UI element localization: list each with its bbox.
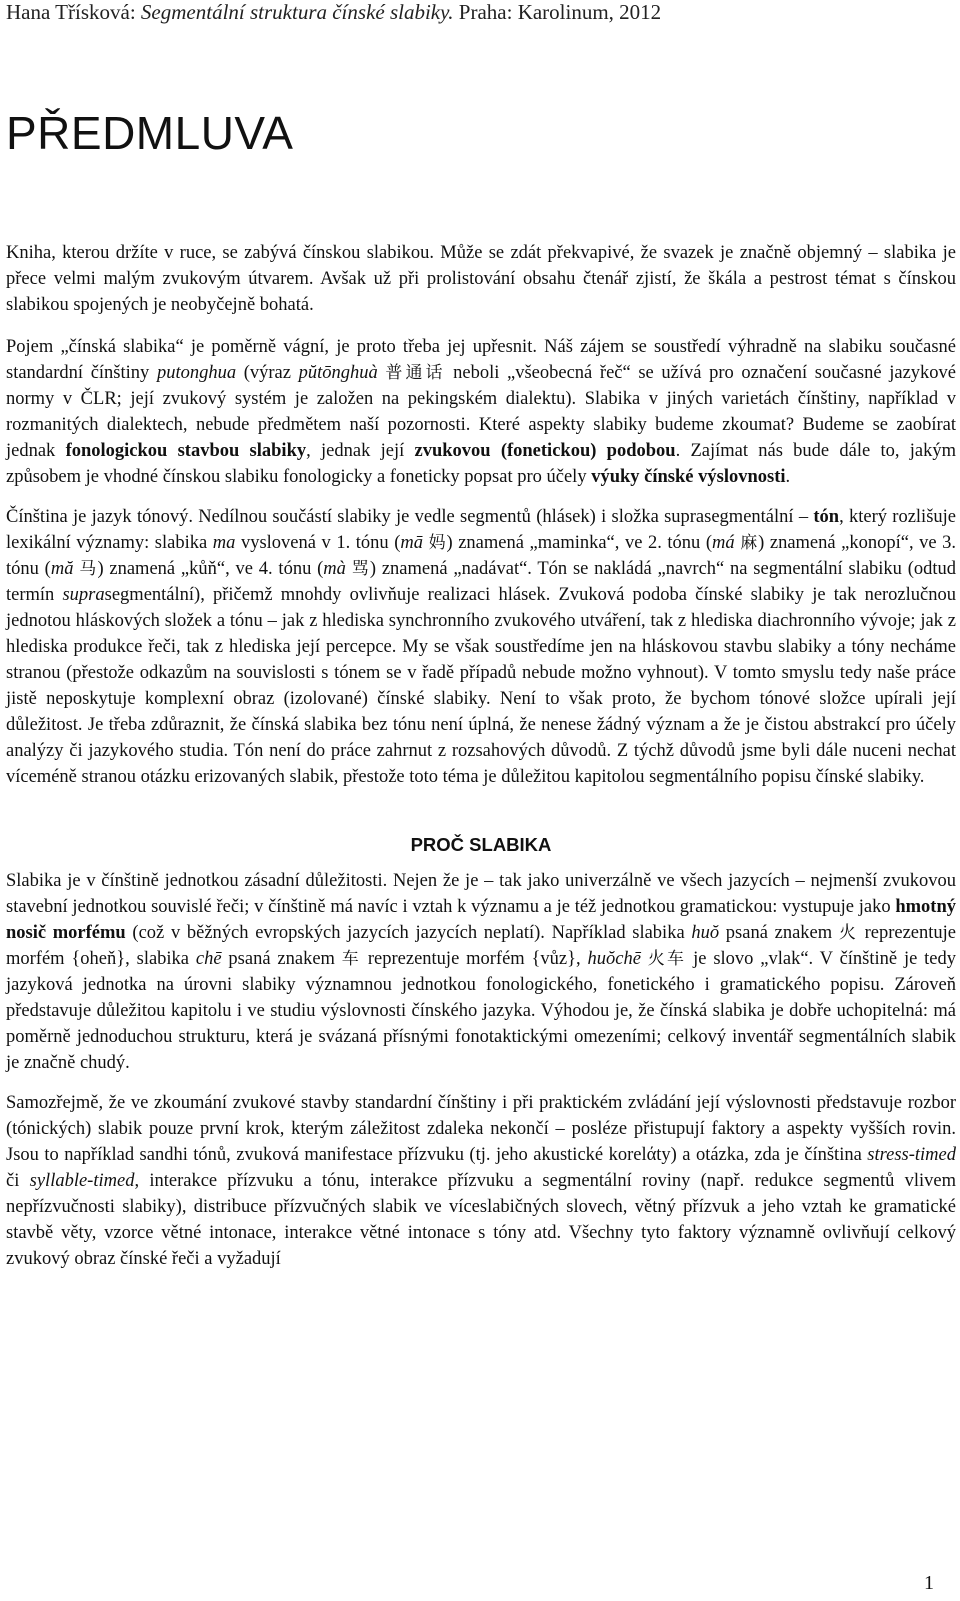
paragraph-4 [6, 868, 956, 1076]
text-run: segmentální), přičemž mnohdy ovlivňuje realizaci hlásek. Zvuková podoba čínské slabiky je tak nerozlučnou jednotou hláskových složek a tónu – jak z hlediska synchronního zvukového utváření, tak z hlediska diachronního vývoje; jak z hlediska produkce řeči, tak z hlediska její percepce. My se však soustředíme jen na hláskovou stavbu slabiky a tóny necháme stranou (přestože odkazům na souvislosti s tónem se v řadě případů nebude možno vyhnout). V tomto smyslu tedy naše práce jistě neposkytuje komplexní obraz (izolované) čínské slabiky. Není to však proto, že bychom tónové složce upírali její důležitost. Je třeba zdůraznit, že čínská slabika bez tónu není úplná, že nenese žádný význam a že je čistou abstrakcí pro účely analýzy či jazykového studia. Tón není do práce zahrnut z rozsahových důvodů. Z týchž důvodů jsme byli dále nuceni nechat víceméně stranou otázku erizovaných slabik, přestože toto téma je důležitou kapitolou segmentálního popisu čínské slabiky. [6, 585, 956, 787]
text-run: je slovo „vlak“. V čínštině je tedy jazyková jednotka na úrovni slabiky významnou jednotkou fonologického, fonetického i gramatického popisu. Zároveň představuje důležitou kapitolu i ve studiu výslovnosti čínského jazyka. Výhodou je, že čínská slabika je dobře uchopitelná: má poměrně jednoduchou strukturu, která je svázaná přísnými fonotaktickými omezeními; celkový inventář segmentálních slabik je značně chudý. [6, 949, 957, 1073]
text-run: Slabika je v čínštině jednotkou zásadní důležitosti. Nejen že je – tak jako univerzálně ve všech jazycích – nejmenší zvukovou stavební jednotkou souvislé řeči; v čínštině má navíc i vztah k významu a je též jednotkou gramatickou: vystupuje jako [6, 871, 956, 917]
hanzi-ma3: 马 [79, 559, 98, 579]
section-heading: PROČ SLABIKA [410, 834, 552, 855]
text-run: psaná znakem [719, 923, 839, 943]
hanzi-ma2: 麻 [740, 533, 759, 553]
term-huoche: huŏchē [587, 949, 641, 969]
running-header [6, 0, 661, 25]
hanzi-huo: 火 [838, 923, 858, 943]
header-author: Hana Třísková: [6, 0, 141, 24]
paragraph-2 [6, 334, 956, 490]
bold-term-ton: tón [813, 507, 840, 527]
term-putonghua: putonghua [156, 363, 237, 383]
bold-phrase: výuky čínské výslovnosti [591, 467, 786, 487]
term-ma: ma [212, 533, 236, 553]
hanzi-ma4: 骂 [351, 559, 370, 579]
hanzi-ma1: 妈 [428, 533, 447, 553]
header-book-title: Segmentální struktura čínské slabiky. [140, 0, 454, 24]
text-run: Čínština je jazyk tónový. Nedílnou součástí slabiky je vedle segmentů (hlásek) i složka suprasegmentální – [6, 507, 814, 527]
text-run: ) znamená „konopí“, ve 3. tónu ( [6, 533, 957, 579]
term-ma1: mā [400, 533, 423, 553]
page-title: PŘEDMLUVA [6, 107, 294, 159]
text-run: (což v běžných evropských jazycích jazycích neplatí). Například slabika [125, 923, 692, 943]
term-che: chē [195, 949, 222, 969]
page-number: 1 [924, 1572, 934, 1594]
term-ma4: mà [323, 559, 346, 579]
bold-phrase: zvukovou (fonetickou) podobou [414, 441, 676, 461]
hanzi-putonghua: 普通话 [385, 363, 446, 383]
text-run: neboli „všeobecná řeč“ se užívá pro označení současné jazykové normy v ČLR; její zvukový systém je založen na pekingském dialektu). Slabika v jiných varietách čínštiny, například v rozmanitých dialektech, nebude předmětem naší pozornosti. Které aspekty slabiky budeme zkoumat? Budeme se zaobírat jednak [6, 363, 957, 461]
term-ma2: má [712, 533, 735, 553]
text-run: ) znamená „kůň“, ve 4. tónu ( [97, 559, 324, 579]
text-run: . [785, 467, 791, 487]
text-run: reprezentuje morfém {vůz}, [361, 949, 588, 969]
paragraph-5 [6, 1090, 956, 1272]
term-putonghua-tones: pŭtōnghuà [298, 363, 378, 383]
text-run: (výraz [236, 363, 299, 383]
term-stress-timed: stress-timed [867, 1145, 956, 1165]
hanzi-huoche: 火车 [647, 949, 687, 969]
text-run: . Zajímat nás bude dále to, jakým způsobem je vhodné čínskou slabiku fonologicky a foneticky popsat pro účely [6, 441, 956, 487]
text-run: , který rozlišuje lexikální významy: slabika [6, 507, 956, 553]
term-syllable-timed: syllable-timed [29, 1171, 135, 1191]
text-run: ) znamená „nadávat“. Tón se nakládá „navrch“ na segmentální slabiku (odtud termín [6, 559, 957, 605]
bold-phrase: fonologickou stavbou slabiky [65, 441, 307, 461]
text-run: ) znamená „maminka“, ve 2. tónu ( [446, 533, 713, 553]
paragraph-3 [6, 504, 956, 790]
text-run: či [6, 1171, 30, 1191]
term-huo: huŏ [691, 923, 720, 943]
text-run: Pojem „čínská slabika“ je poměrně vágní, je proto třeba jej upřesnit. Náš zájem se soustředí výhradně na slabiku současné standardní čínštiny [6, 337, 956, 383]
text-run: vyslovená v 1. tónu ( [235, 533, 401, 553]
text-run: , jednak její [306, 441, 415, 461]
text-run: , interakce přízvuku a tónu, interakce přízvuku a segmentální roviny (např. redukce segmentů vlivem nepřízvučnosti slabiky), distribuce přízvučných slabik ve víceslabičných slovech, větný přízvuk a jeho vztah ke gramatické stavbě věty, vzorce větné intonace, interakce větné intonace s tóny atd. Všechny tyto faktory významně ovlivňují celkový zvukový obraz čínské řeči a vyžadují [6, 1171, 956, 1269]
header-publisher: Praha: Karolinum, 2012 [453, 0, 662, 24]
paragraph-1: Kniha, kterou držíte v ruce, se zabývá čínskou slabikou. Může se zdát překvapivé, že svazek je značně objemný – slabika je přece velmi malým zvukovým útvarem. Avšak už při prolistování obsahu čtenář zjistí, že škála a pestrost témat s čínskou slabikou spojených je neobyčejně bohatá. [6, 243, 956, 315]
text-run: reprezentuje morfém {oheň}, slabika [6, 923, 956, 969]
term-supra: supra [62, 585, 105, 605]
term-ma3: mă [50, 559, 74, 579]
text-run: psaná znakem [221, 949, 342, 969]
text-run [641, 949, 648, 969]
bold-phrase: hmotný nosič morfému [6, 897, 956, 943]
hanzi-che: 车 [341, 949, 362, 969]
body-text [6, 240, 956, 1286]
text-run: Samozřejmě, že ve zkoumání zvukové stavby standardní čínštiny i při praktickém zvládání její výslovnosti představuje rozbor (tónických) slabik pouze první krok, kterým záležitost zdaleka nekončí – posléze přistupují faktory a aspekty vyšších rovin. Jsou to například sandhi tónů, zvuková manifestace přízvuku (tj. jeho akustické korelάty) a otázka, zda je čínština [6, 1093, 956, 1165]
